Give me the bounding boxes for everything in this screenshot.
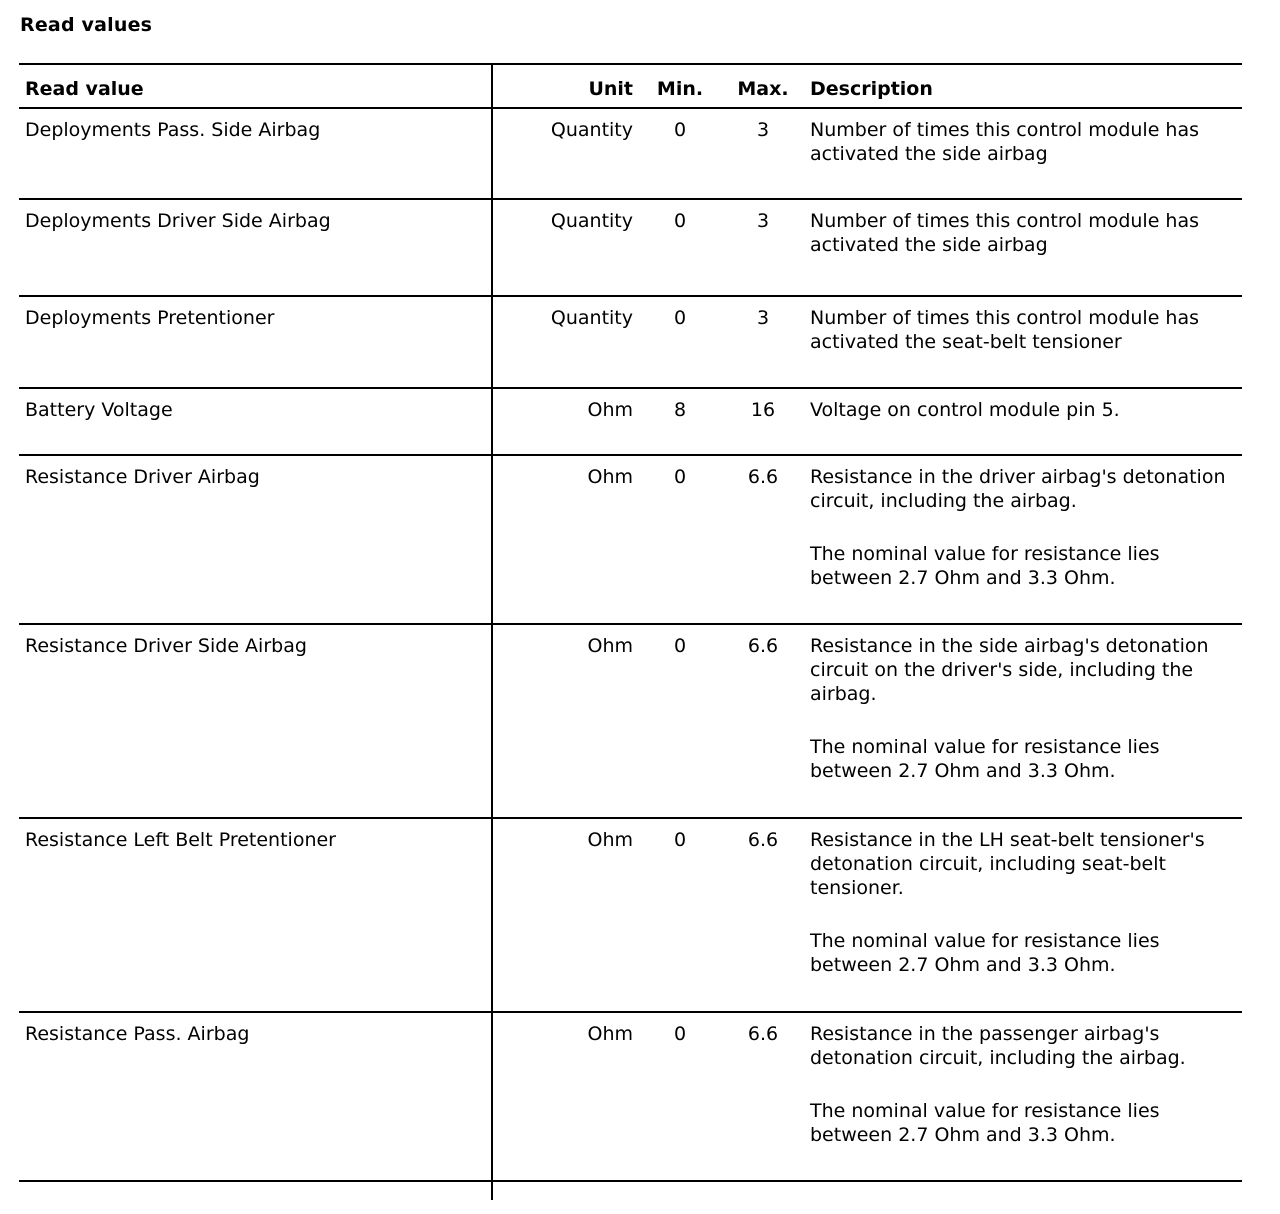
header-max: Max. <box>737 78 789 100</box>
read-values-table <box>19 63 1242 1182</box>
row-description-text: Resistance in the driver airbag's detonation circuit, including the airbag. <box>810 466 1226 512</box>
row-read-value: Resistance Driver Airbag <box>25 466 260 488</box>
row-description-note: The nominal value for resistance lies between 2.7 Ohm and 3.3 Ohm. <box>810 1100 1160 1146</box>
row-description <box>810 209 1240 257</box>
row-min: 0 <box>673 635 687 657</box>
row-description <box>810 1022 1240 1147</box>
row-description-text: Voltage on control module pin 5. <box>810 399 1120 421</box>
row-description-text: Resistance in the side airbag's detonation circuit on the driver's side, including the airbag. <box>810 635 1209 705</box>
table-row <box>19 297 1242 389</box>
table-row <box>19 625 1242 819</box>
row-read-value: Deployments Pretentioner <box>25 307 275 329</box>
row-unit: Quantity <box>550 210 633 232</box>
row-description <box>810 465 1240 590</box>
table-row <box>19 456 1242 625</box>
row-description-text: Resistance in the LH seat-belt tensioner's detonation circuit, including seat-belt tensioner. <box>810 829 1205 899</box>
column-divider <box>491 63 493 1200</box>
row-min: 0 <box>673 466 687 488</box>
row-read-value: Deployments Driver Side Airbag <box>25 210 331 232</box>
row-read-value: Resistance Driver Side Airbag <box>25 635 307 657</box>
row-description-text: Number of times this control module has activated the seat-belt tensioner <box>810 307 1200 353</box>
table-row <box>19 200 1242 297</box>
row-unit: Ohm <box>587 635 633 657</box>
header-read-value: Read value <box>25 78 144 100</box>
row-min: 0 <box>673 307 687 329</box>
page-title: Read values <box>20 14 153 36</box>
header-min: Min. <box>656 78 704 100</box>
row-min: 0 <box>673 119 687 141</box>
row-description <box>810 306 1240 354</box>
row-max: 6.6 <box>747 466 779 488</box>
row-read-value: Battery Voltage <box>25 399 173 421</box>
row-min: 0 <box>673 829 687 851</box>
header-unit: Unit <box>588 78 633 100</box>
row-description-note: The nominal value for resistance lies between 2.7 Ohm and 3.3 Ohm. <box>810 543 1160 589</box>
row-min: 0 <box>673 1023 687 1045</box>
row-min: 8 <box>673 399 687 421</box>
row-min: 0 <box>673 210 687 232</box>
row-max: 16 <box>750 399 776 421</box>
row-description <box>810 634 1240 783</box>
row-unit: Quantity <box>550 307 633 329</box>
table-header-row <box>19 65 1242 109</box>
row-description-text: Number of times this control module has activated the side airbag <box>810 210 1200 256</box>
table-row <box>19 819 1242 1013</box>
table-row <box>19 389 1242 456</box>
row-max: 3 <box>756 119 770 141</box>
row-description-note: The nominal value for resistance lies between 2.7 Ohm and 3.3 Ohm. <box>810 930 1160 976</box>
header-description: Description <box>810 78 933 100</box>
row-description <box>810 828 1240 977</box>
row-description-note: The nominal value for resistance lies between 2.7 Ohm and 3.3 Ohm. <box>810 736 1160 782</box>
row-max: 3 <box>756 307 770 329</box>
row-description <box>810 398 1240 422</box>
row-read-value: Resistance Left Belt Pretentioner <box>25 829 336 851</box>
table-row <box>19 1013 1242 1182</box>
row-unit: Ohm <box>587 829 633 851</box>
row-description-text: Number of times this control module has activated the side airbag <box>810 119 1200 165</box>
row-unit: Ohm <box>587 399 633 421</box>
row-description <box>810 118 1240 166</box>
row-read-value: Deployments Pass. Side Airbag <box>25 119 321 141</box>
row-max: 6.6 <box>747 829 779 851</box>
row-max: 6.6 <box>747 635 779 657</box>
row-unit: Ohm <box>587 466 633 488</box>
row-read-value: Resistance Pass. Airbag <box>25 1023 250 1045</box>
row-max: 3 <box>756 210 770 232</box>
row-unit: Quantity <box>550 119 633 141</box>
row-unit: Ohm <box>587 1023 633 1045</box>
row-max: 6.6 <box>747 1023 779 1045</box>
table-row <box>19 109 1242 200</box>
row-description-text: Resistance in the passenger airbag's detonation circuit, including the airbag. <box>810 1023 1186 1069</box>
